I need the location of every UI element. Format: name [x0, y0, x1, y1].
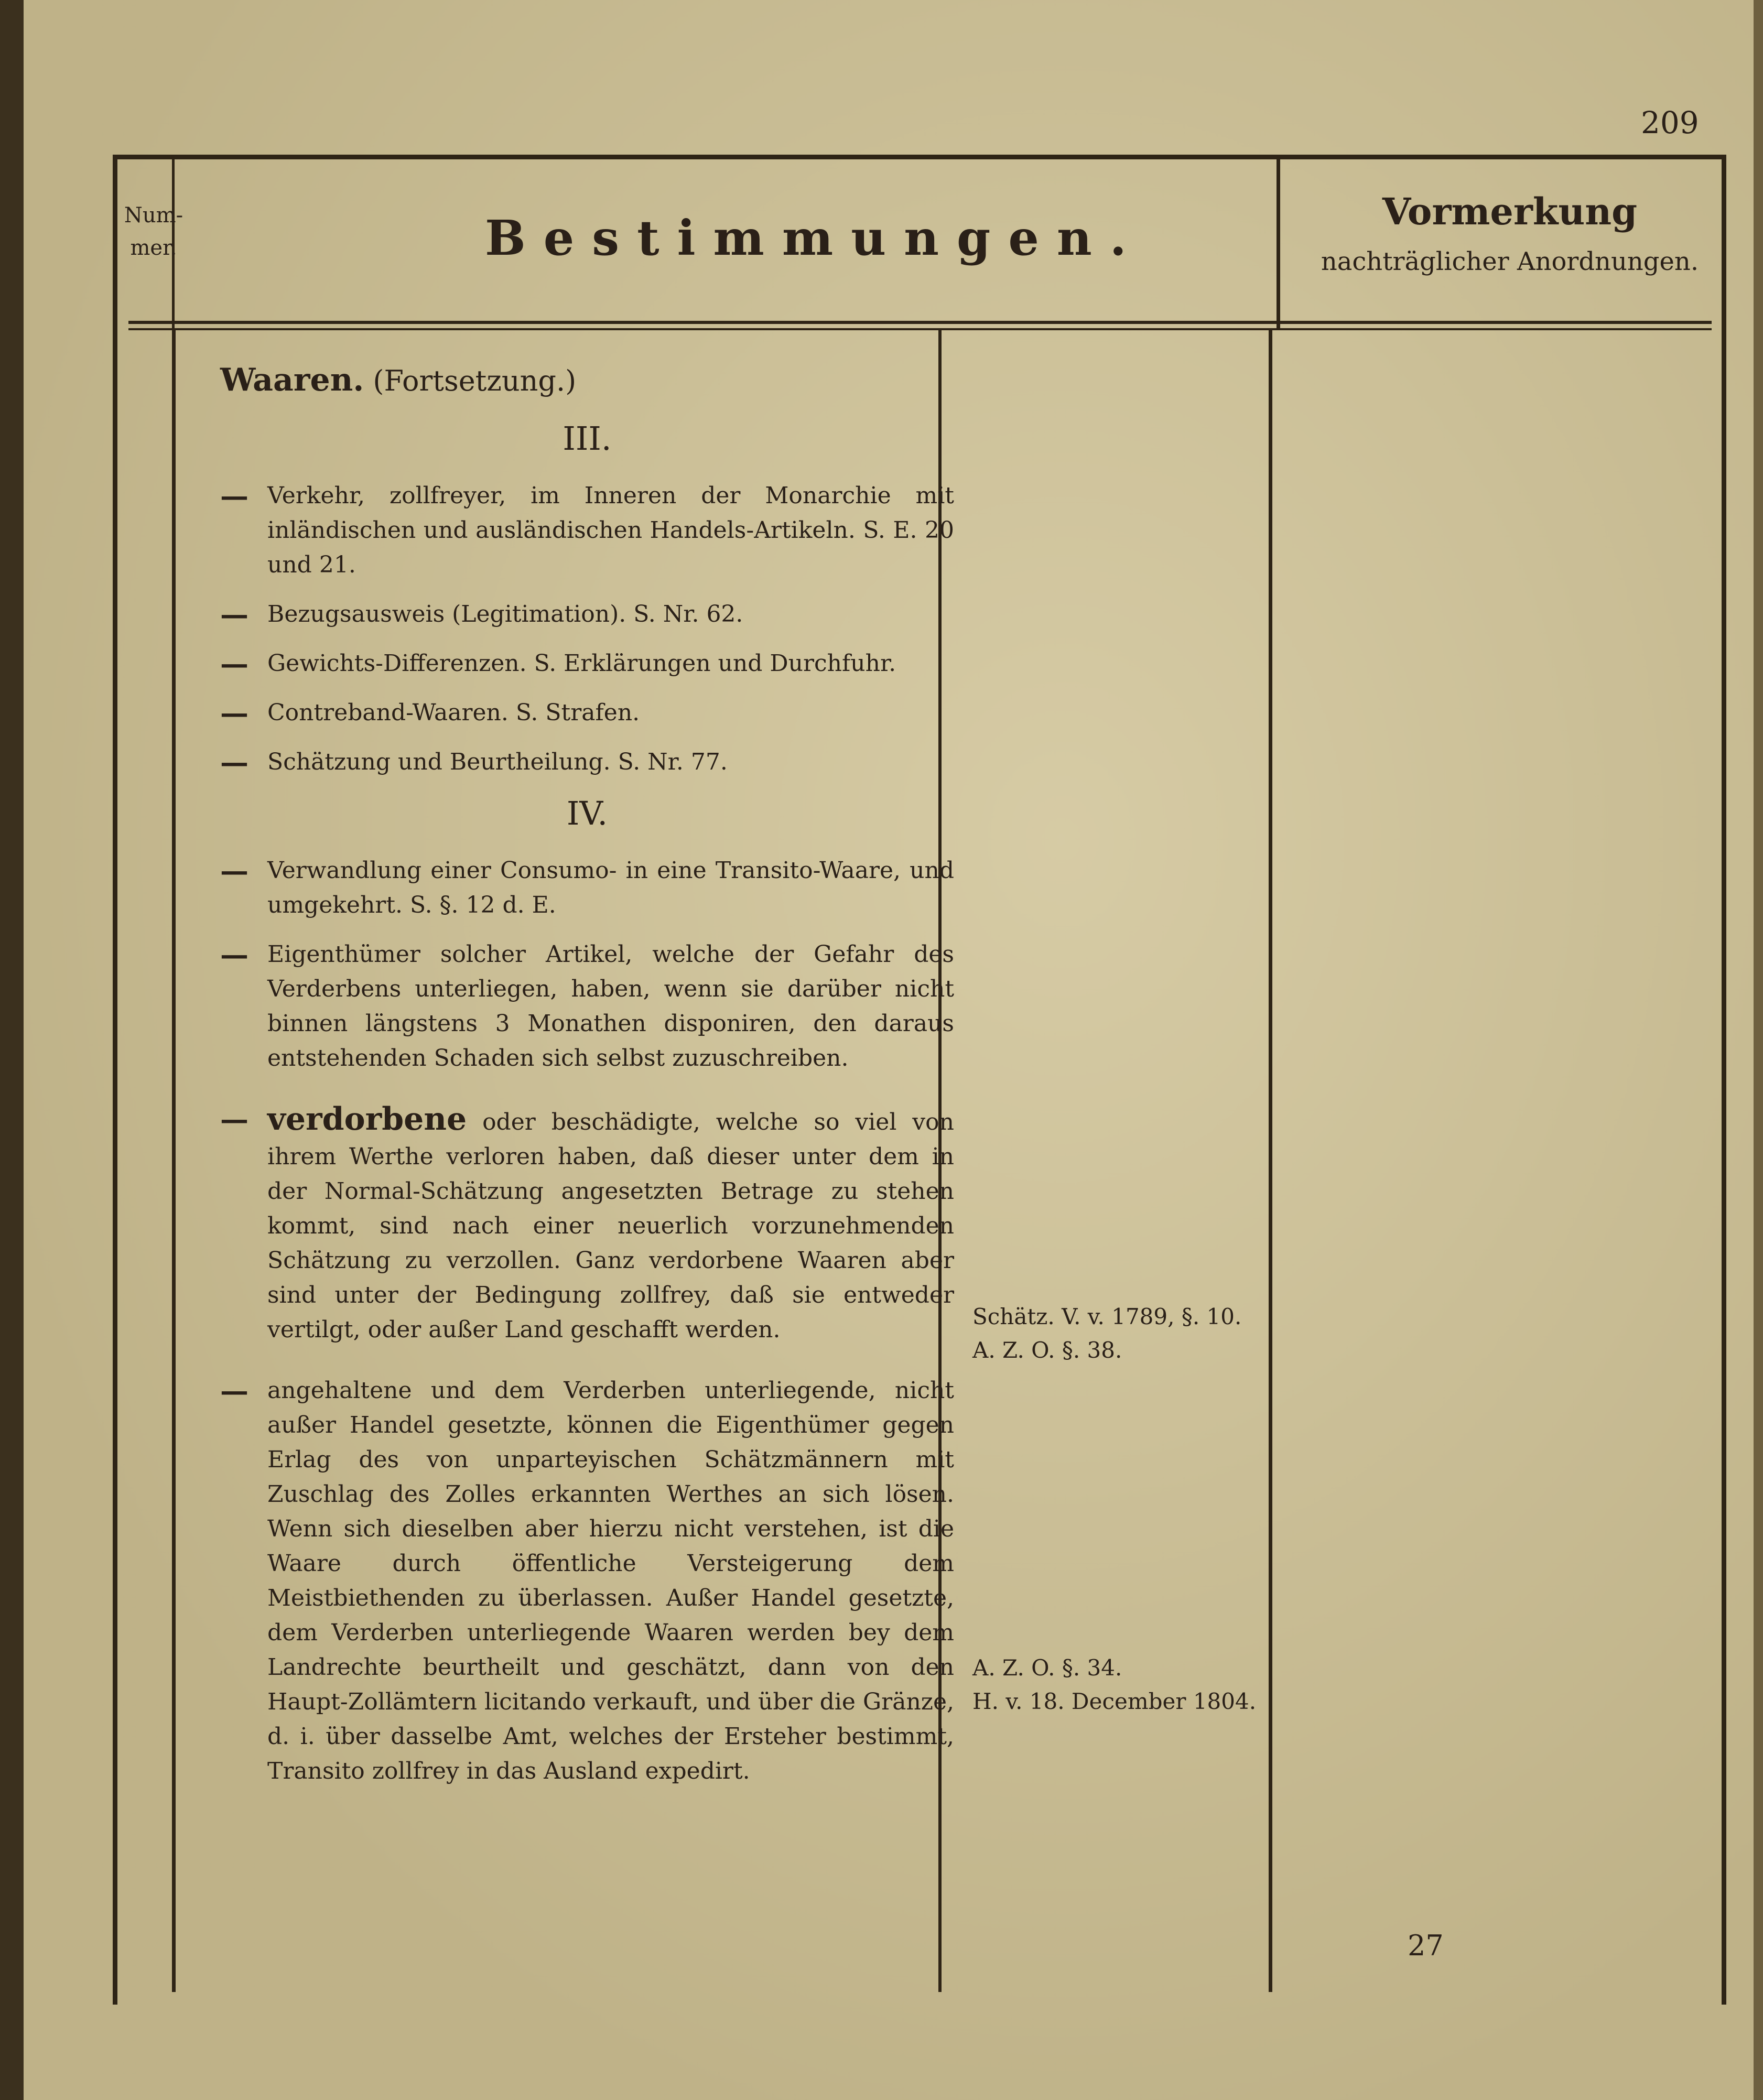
dash-mark: —: [220, 598, 248, 631]
reference-line: A. Z. O. §. 34.: [972, 1655, 1122, 1681]
entry-text: Gewichts-Differenzen. S. Erklärungen und Durchfuhr.: [267, 650, 896, 677]
reference-block: [972, 1300, 1287, 1367]
dash-mark: —: [220, 1374, 248, 1408]
book-gutter: [0, 0, 24, 2100]
roman-heading-4: IV.: [566, 794, 608, 832]
reference-line: A. Z. O. §. 38.: [972, 1337, 1122, 1363]
reference-line: H. v. 18. December 1804.: [972, 1688, 1257, 1714]
list-item-angehaltene: [220, 1373, 954, 1789]
entry-text: Eigenthümer solcher Artikel, welche der Gefahr des Verderbens unterliegen, haben, wenn sie darüber nicht binnen längstens 3 Monathen disponiren, den daraus entstehenden Schaden sich selbst zuzuschreiben.: [267, 941, 954, 1071]
provisions-column: [220, 362, 954, 1803]
notes-col-line: [1269, 330, 1272, 1992]
dash-mark: —: [220, 479, 248, 513]
reference-block: [972, 1651, 1287, 1718]
dash-mark: —: [220, 696, 248, 730]
header-number-label: Num- mer.: [124, 203, 183, 260]
section-subtitle: (Fortsetzung.): [373, 364, 577, 397]
list-item: [220, 745, 954, 780]
list-item: [220, 597, 954, 632]
entry-text: Verkehr, zollfreyer, im Inneren der Monarchie mit inländischen und ausländischen Handels-Artikeln. S. E. 20 und 21.: [267, 482, 954, 578]
section-title: Waaren.: [220, 362, 364, 398]
roman-heading-3: III.: [563, 419, 612, 458]
section-heading: [220, 362, 954, 398]
num-col-line: [172, 330, 176, 1992]
list-item: [220, 937, 954, 1076]
signature-mark: 27: [1408, 1929, 1444, 1962]
list-item: [220, 696, 954, 730]
entry-lead-word: verdorbene: [267, 1101, 467, 1138]
dash-mark: —: [220, 647, 248, 680]
page-title: Bestimmungen.: [485, 210, 1144, 266]
dash-mark: —: [220, 938, 248, 971]
entry-text: Contreband-Waaren. S. Strafen.: [267, 699, 640, 726]
page-number: 209: [1641, 105, 1699, 140]
dash-mark: —: [220, 854, 248, 887]
list-item: [220, 646, 954, 681]
list-item: [220, 853, 954, 923]
header-number-column: [122, 199, 185, 264]
notes-subtitle: nachträglicher Anordnungen.: [1321, 247, 1699, 276]
entry-text: angehaltene und dem Verderben unterliegende, nicht außer Handel gesetzte, können die Eigenthümer gegen Erlag des von unparteyischen Schätzmännern mit Zuschlag des Zolles erkannten Werthes an sich lösen. Wenn sich dieselben aber hierzu nicht verstehen, ist die Waare durch öffentliche Versteigerung dem Meistbiethenden zu überlassen. Außer Handel gesetzte, dem Verderben unterliegende Waaren werden bey dem Landrechte beurtheilt und geschätzt, dann von den Haupt-Zollämtern licitando verkauft, und über die Gränze, d. i. über dasselbe Amt, welches der Ersteher bestimmt, Transito zollfrey in das Ausland expedirt.: [267, 1377, 954, 1784]
header-notes-column: [1305, 190, 1714, 276]
notes-col-line-top: [1277, 157, 1280, 330]
entry-text: Verwandlung einer Consumo- in eine Transito-Waare, und umgekehrt. S. §. 12 d. E.: [267, 857, 954, 918]
document-page: [24, 0, 1754, 2100]
entry-text: Bezugsausweis (Legitimation). S. Nr. 62.: [267, 601, 743, 627]
reference-line: Schätz. V. v. 1789, §. 10.: [972, 1304, 1242, 1329]
dash-mark: —: [220, 745, 248, 779]
entry-text: oder beschädigte, welche so viel von ihrem Werthe verloren haben, daß dieser unter dem in der Normal-Schätzung angesetzten Betrage zu stehen kommt, sind nach einer neuerlich vorzunehmenden Schätzung zu verzollen. Ganz verdorbene Waaren aber sind unter der Bedingung zollfrey, daß sie entweder vertilgt, oder außer Land geschafft werden.: [267, 1109, 954, 1343]
notes-title: Vormerkung: [1382, 190, 1638, 233]
header-rule: [128, 321, 1712, 330]
dash-mark: —: [220, 1102, 248, 1136]
list-item: [220, 479, 954, 582]
list-item-verdorbene: [220, 1102, 954, 1347]
entry-text: Schätzung und Beurtheilung. S. Nr. 77.: [267, 749, 728, 775]
